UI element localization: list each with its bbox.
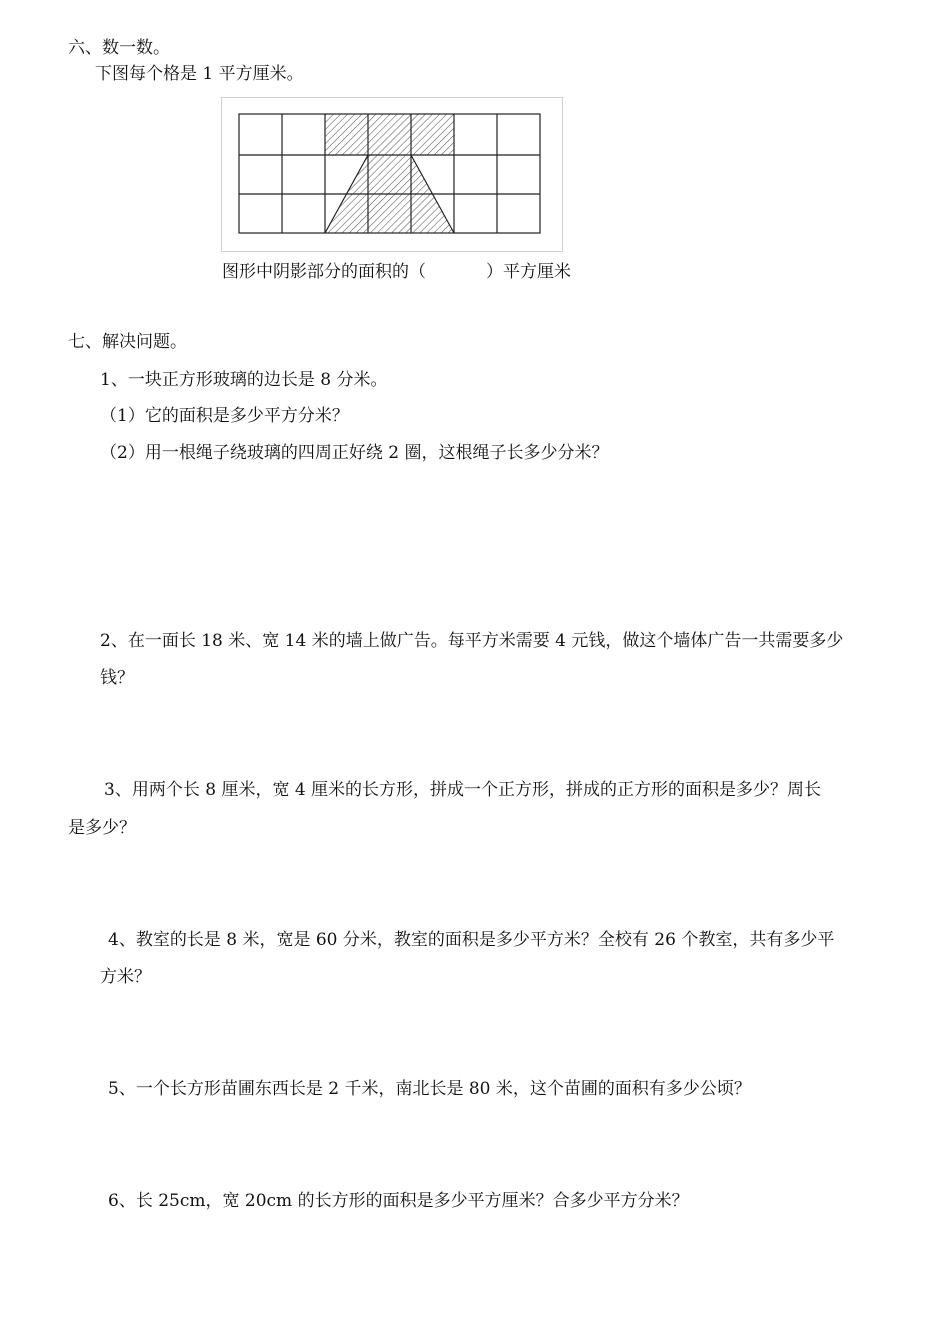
section6-heading: 六、数一数。 [68, 38, 170, 58]
grid-figure-svg [222, 98, 562, 251]
q4-line2: 方米？ [100, 967, 151, 987]
section7-heading: 七、解决问题。 [68, 332, 187, 352]
caption-after: ）平方厘米 [486, 262, 571, 282]
q1-stem: 1、一块正方形玻璃的边长是 8 分米。 [100, 370, 388, 390]
q5: 5、一个长方形苗圃东西长是 2 千米，南北长是 80 米，这个苗圃的面积有多少公顷？ [108, 1079, 751, 1099]
q2-line2: 钱？ [100, 668, 134, 688]
q3-line2: 是多少？ [68, 818, 136, 838]
grid-figure [221, 97, 563, 252]
q2-line1: 2、在一面长 18 米、宽 14 米的墙上做广告。每平方米需要 4 元钱，做这个墙体广告一共需要多少 [100, 631, 844, 651]
caption-before: 图形中阴影部分的面积的（ [222, 262, 426, 282]
q3-line1: 3、用两个长 8 厘米，宽 4 厘米的长方形，拼成一个正方形，拼成的正方形的面积是多少？周长 [104, 780, 822, 800]
section6-intro: 下图每个格是 1 平方厘米。 [95, 64, 304, 84]
q1-part1: （1）它的面积是多少平方分米？ [100, 406, 349, 426]
q4-line1: 4、教室的长是 8 米，宽是 60 分米，教室的面积是多少平方米？全校有 26 个教室，共有多少平 [108, 930, 835, 950]
q6: 6、长 25cm，宽 20cm 的长方形的面积是多少平方厘米？合多少平方分米？ [108, 1191, 689, 1211]
figure-caption [222, 260, 571, 284]
q1-part2: （2）用一根绳子绕玻璃的四周正好绕 2 圈，这根绳子长多少分米？ [100, 443, 609, 463]
shaded-top-band [325, 114, 454, 155]
